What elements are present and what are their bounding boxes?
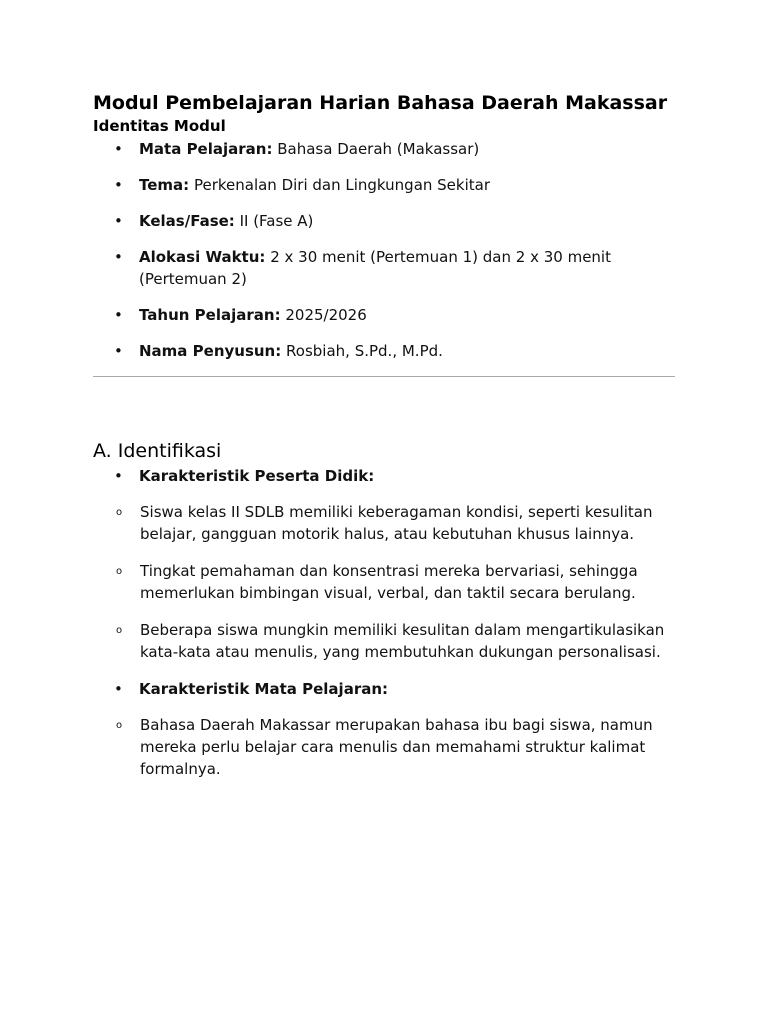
bullet-icon: •	[114, 467, 123, 485]
identity-value: Bahasa Daerah (Makassar)	[277, 140, 480, 158]
bullet-icon: •	[114, 342, 123, 360]
bullet-icon: •	[114, 140, 123, 158]
horizontal-rule	[93, 376, 675, 377]
bullet-icon: •	[114, 306, 123, 324]
identity-item	[93, 304, 675, 326]
identity-item	[93, 340, 675, 362]
identity-item	[93, 210, 675, 232]
identity-value: II (Fase A)	[239, 212, 314, 230]
document-title: Modul Pembelajaran Harian Bahasa Daerah Makassar	[93, 92, 668, 114]
sub-list-item	[93, 619, 675, 663]
bullet-icon: •	[114, 176, 123, 194]
identity-value: Rosbiah, S.Pd., M.Pd.	[286, 342, 443, 360]
identity-list	[93, 138, 675, 362]
section-a-list	[93, 465, 675, 780]
identity-item	[93, 138, 675, 160]
sub-list-item	[93, 560, 675, 604]
identity-label: Kelas/Fase:	[139, 212, 235, 230]
sub-bullet-icon: o	[116, 625, 123, 636]
sub-bullet-icon: o	[116, 507, 123, 518]
bullet-icon: •	[114, 248, 123, 266]
identity-value: 2025/2026	[285, 306, 367, 324]
characteristic-label: Karakteristik Peserta Didik:	[139, 467, 375, 485]
bullet-icon: •	[114, 680, 123, 698]
sub-item-text: Siswa kelas II SDLB memiliki keberagaman kondisi, seperti kesulitan belajar, gangguan motorik halus, atau kebutuhan khusus lainnya.	[140, 503, 653, 543]
sub-list-item	[93, 714, 675, 780]
identity-label: Tema:	[139, 176, 190, 194]
sub-list	[93, 501, 675, 663]
sub-item-text: Beberapa siswa mungkin memiliki kesulitan dalam mengartikulasikan kata-kata atau menulis, yang membutuhkan dukungan personalisasi.	[140, 621, 665, 661]
identity-label: Alokasi Waktu:	[139, 248, 266, 266]
bullet-icon: •	[114, 212, 123, 230]
identity-item	[93, 246, 675, 290]
identity-value: 2 x 30 menit (Pertemuan 1) dan 2 x 30 menit (Pertemuan 2)	[139, 248, 611, 288]
identity-value: Perkenalan Diri dan Lingkungan Sekitar	[193, 176, 491, 194]
sub-item-text: Bahasa Daerah Makassar merupakan bahasa ibu bagi siswa, namun mereka perlu belajar cara menulis dan memahami struktur kalimat formalnya.	[140, 716, 653, 778]
identity-label: Tahun Pelajaran:	[139, 306, 281, 324]
section-a-heading: A. Identifikasi	[93, 440, 222, 462]
sub-list	[93, 714, 675, 780]
identity-label: Nama Penyusun:	[139, 342, 282, 360]
characteristic-item	[93, 465, 675, 663]
identity-item	[93, 174, 675, 196]
characteristic-item	[93, 678, 675, 780]
identity-label: Mata Pelajaran:	[139, 140, 273, 158]
identity-heading: Identitas Modul	[93, 117, 226, 135]
sub-bullet-icon: o	[116, 720, 123, 731]
document-page	[93, 90, 675, 795]
sub-list-item	[93, 501, 675, 545]
sub-bullet-icon: o	[116, 566, 123, 577]
sub-item-text: Tingkat pemahaman dan konsentrasi mereka bervariasi, sehingga memerlukan bimbingan visual, verbal, dan taktil secara berulang.	[140, 562, 638, 602]
characteristic-label: Karakteristik Mata Pelajaran:	[139, 680, 389, 698]
